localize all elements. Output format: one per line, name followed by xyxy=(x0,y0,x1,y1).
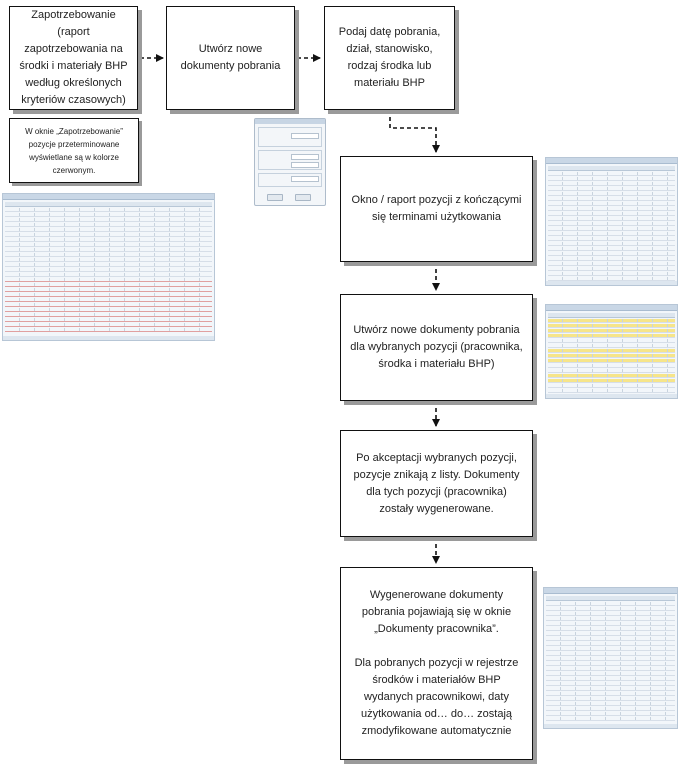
node-zapotrzebowanie-text: Zapotrzebowanie (raport zapotrzebowania na środki i materiały BHP według określonych kryteriów czasowych) xyxy=(19,9,128,106)
node-okno-raport-text: Okno / raport pozycji z kończącymi się terminami użytkowania xyxy=(351,194,522,223)
screenshot-raport-thumbnail xyxy=(545,157,678,286)
node-okno-raport xyxy=(340,156,533,262)
node-akceptacja xyxy=(340,430,533,537)
screenshot-dokumenty-pracownika-thumbnail xyxy=(543,587,678,729)
node-utworz-wybrane xyxy=(340,294,533,401)
screenshot-zapotrzebowanie-thumbnail xyxy=(2,193,215,341)
node-utworz-wybrane-text: Utwórz nowe dokumenty pobrania dla wybranych pozycji (pracownika, środka i materiału BHP) xyxy=(350,324,523,370)
note-przeterminowane xyxy=(9,118,139,183)
screenshot-wybrane-pozycje-thumbnail xyxy=(545,304,678,399)
node-wygenerowane-text: Wygenerowane dokumenty pobrania pojawiają się w oknie „Dokumenty pracownika”. Dla pobranych pozycji w rejestrze środków i materiałów BHP wydanych pracownikowi, daty użytkowania od… do… zostają zmodyfikowane automatycznie xyxy=(354,589,519,737)
node-podaj-date-text: Podaj datę pobrania, dział, stanowisko, rodzaj środka lub materiału BHP xyxy=(338,26,441,89)
node-podaj-date xyxy=(324,6,455,110)
node-utworz-dokumenty-text: Utwórz nowe dokumenty pobrania xyxy=(180,43,281,72)
note-przeterminowane-text: W oknie „Zapotrzebowanie” pozycje przeterminowane wyświetlane są w kolorze czerwonym. xyxy=(25,126,123,175)
node-akceptacja-text: Po akceptacji wybranych pozycji, pozycje znikają z listy. Dokumenty dla tych pozycji (pracownika) zostały wygenerowane. xyxy=(353,451,520,515)
arrow-3-to-4 xyxy=(390,110,436,152)
node-wygenerowane xyxy=(340,567,533,760)
screenshot-dialog-thumbnail xyxy=(254,118,326,206)
node-zapotrzebowanie xyxy=(9,6,138,110)
node-utworz-dokumenty xyxy=(166,6,295,110)
